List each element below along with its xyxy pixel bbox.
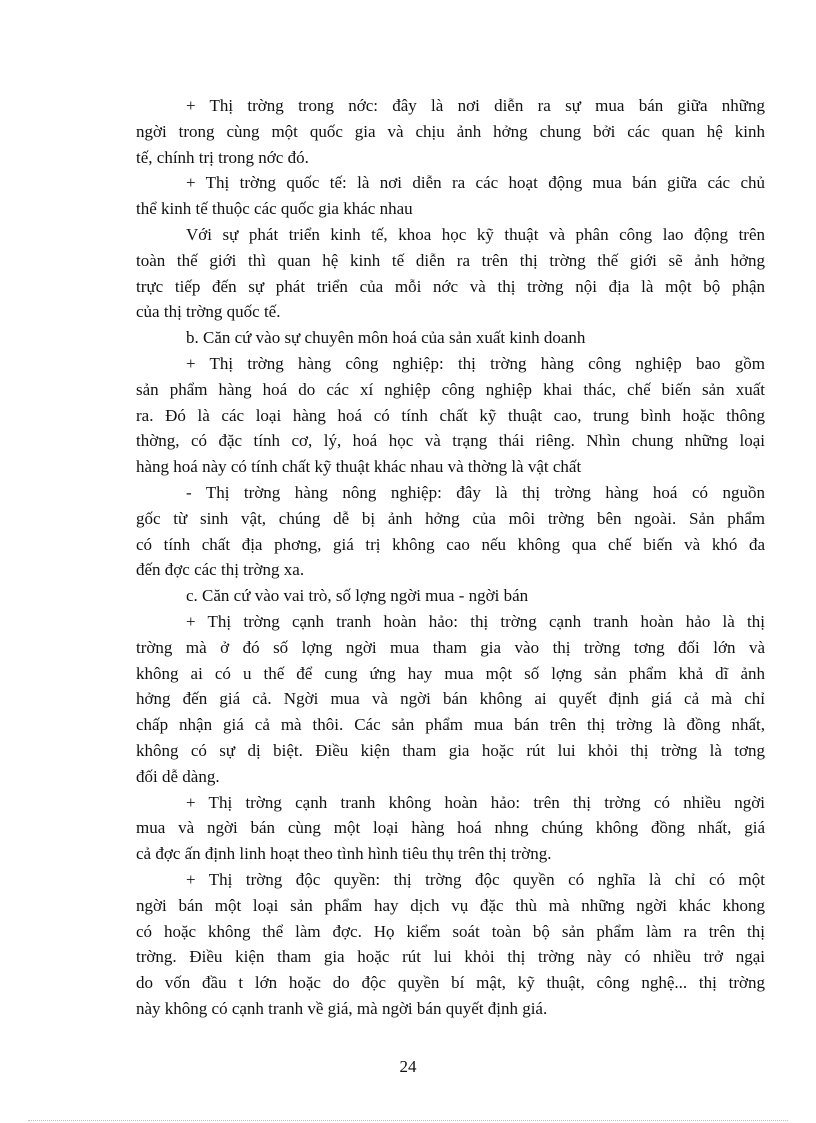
text-line: không ai có u thế để cung ứng hay mua một số lợng sản phẩm khả dĩ ảnh (136, 663, 765, 683)
text-line: trờng mà ở đó số lợng ngời mua tham gia vào thị trờng tơng đối lớn và (136, 637, 765, 657)
text-line: này không có cạnh tranh về giá, mà ngời bán quyết định giá. (136, 998, 548, 1018)
text-line: hởng đến giá cả. Ngời mua và ngời bán không ai quyết định giá cả mà chỉ (136, 689, 765, 709)
text-line: chấp nhận giá cả mà thôi. Các sản phẩm mua bán trên thị trờng là đồng nhất, (136, 715, 765, 735)
text-line: + Thị trờng quốc tế: là nơi diễn ra các hoạt động mua bán giữa các chủ (186, 173, 765, 193)
text-line: ra. Đó là các loại hàng hoá có tính chất kỹ thuật cao, trung bình hoặc thông (136, 405, 765, 425)
text-line: đối dễ dàng. (136, 766, 220, 786)
text-line: ngời trong cùng một quốc gia và chịu ảnh hởng chung bởi các quan hệ kinh (136, 121, 765, 141)
text-line: + Thị trờng trong nớc: đây là nơi diễn ra sự mua bán giữa những (186, 96, 765, 115)
text-line: do vốn đầu t lớn hoặc do độc quyền bí mật, kỹ thuật, công nghệ... thị trờng (136, 973, 765, 993)
text-line: cả đợc ấn định linh hoạt theo tình hình tiêu thụ trên thị trờng. (136, 844, 552, 864)
page-bottom-divider (28, 1120, 788, 1121)
text-line: ngời bán một loại sản phẩm hay dịch vụ đặc thù mà những ngời khác khong (136, 895, 765, 915)
text-line: + Thị trờng độc quyền: thị trờng độc quyền có nghĩa là chỉ có một (186, 869, 765, 889)
text-line: - Thị trờng hàng nông nghiệp: đây là thị trờng hàng hoá có nguồn (186, 482, 765, 502)
text-line: toàn thế giới thì quan hệ kinh tế diễn ra trên thị trờng thế giới sẽ ảnh hởng (136, 250, 765, 270)
text-line: c. Căn cứ vào vai trò, số lợng ngời mua - ngời bán (186, 586, 529, 606)
text-line: có tính chất địa phơng, giá trị không cao nếu không qua chế biến và khó đa (136, 534, 765, 554)
text-line: + Thị trờng cạnh tranh hoàn hảo: thị trờng cạnh tranh hoàn hảo là thị (186, 611, 765, 631)
text-line: + Thị trờng cạnh tranh không hoàn hảo: trên thị trờng có nhiều ngời (186, 792, 765, 812)
text-line: hàng hoá này có tính chất kỹ thuật khác nhau và thờng là vật chất (136, 457, 582, 477)
text-line: b. Căn cứ vào sự chuyên môn hoá của sản xuất kinh doanh (186, 328, 586, 348)
text-line: của thị trờng quốc tế. (136, 302, 281, 322)
text-line: trờng. Điều kiện tham gia hoặc rút lui khỏi thị trờng này có nhiều trở ngại (136, 947, 765, 967)
text-line: trực tiếp đến sự phát triển của mỗi nớc và thị trờng nội địa là một bộ phận (136, 276, 765, 296)
body-text (136, 93, 765, 1022)
text-line: có hoặc không thể làm đợc. Họ kiểm soát toàn bộ sản phẩm làm ra trên thị (136, 921, 765, 941)
text-line: thờng, có đặc tính cơ, lý, hoá học và trạng thái riêng. Nhìn chung những loại (136, 431, 765, 451)
text-line: thể kinh tế thuộc các quốc gia khác nhau (136, 199, 413, 219)
text-line: mua và ngời bán cùng một loại hàng hoá nhng chúng không đồng nhất, giá (136, 818, 765, 838)
text-line: tế, chính trị trong nớc đó. (136, 147, 309, 167)
text-line: không có sự dị biệt. Điều kiện tham gia hoặc rút lui khỏi thị trờng là tơng (136, 740, 765, 760)
text-line: + Thị trờng hàng công nghiệp: thị trờng hàng công nghiệp bao gồm (186, 353, 765, 373)
text-line: đến đợc các thị trờng xa. (136, 560, 305, 580)
page-number: 24 (399, 1057, 417, 1076)
text-line: sản phẩm hàng hoá do các xí nghiệp công nghiệp khai thác, chế biến sản xuất (136, 379, 765, 399)
text-line: Với sự phát triển kinh tế, khoa học kỹ thuật và phân công lao động trên (186, 224, 765, 244)
text-line: gốc từ sinh vật, chúng dễ bị ảnh hởng của môi trờng bên ngoài. Sản phẩm (136, 508, 765, 528)
